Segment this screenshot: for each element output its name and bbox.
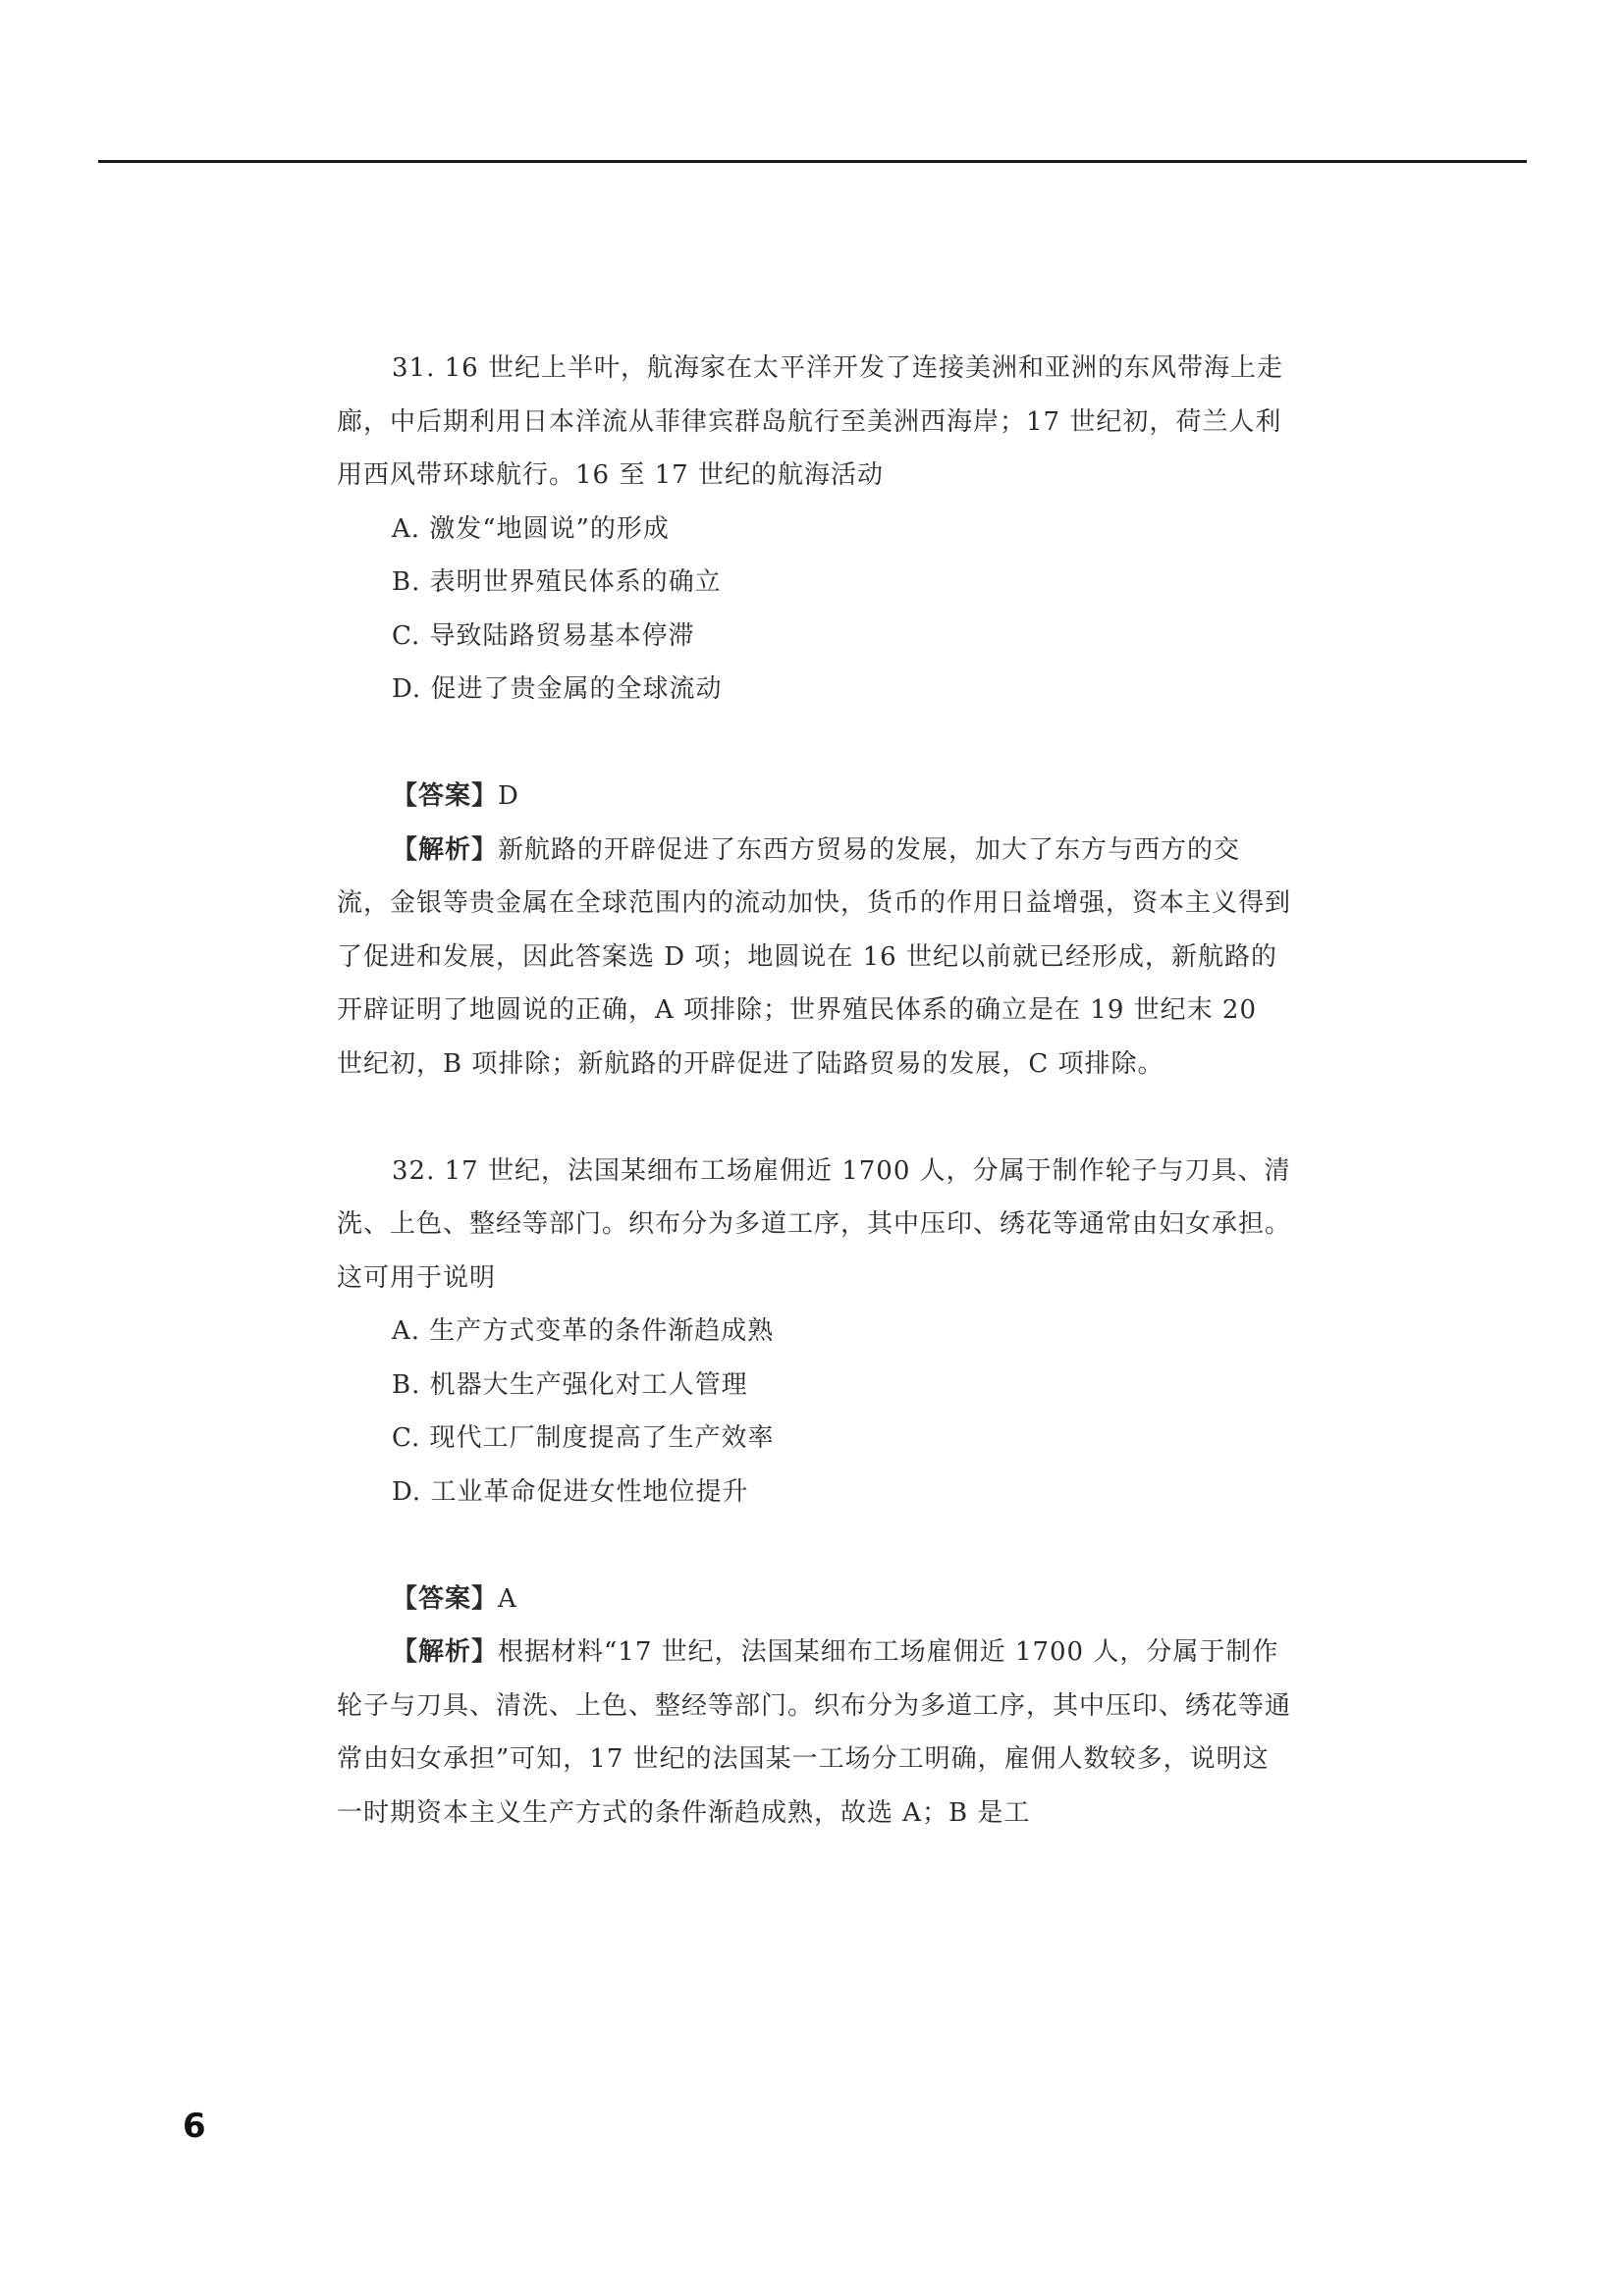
- page-content: [337, 342, 1292, 1840]
- analysis-text: 新航路的开辟促进了东西方贸易的发展，加大了东方与西方的交流，金银等贵金属在全球范围内的流动加快，货币的作用日益增强，资本主义得到了促进和发展，因此答案选 D 项；地圆说在 16 世纪以前就已经形成，新航路的开辟证明了地圆说的正确，A 项排除；世界殖民体系的确立是在 19 世纪末 20 世纪初，B 项排除；新航路的开辟促进了陆路贸易的发展，C 项排除。: [337, 834, 1292, 1079]
- answer-line: [337, 770, 1292, 824]
- page-number: 6: [183, 2107, 206, 2146]
- option-b: B. 表明世界殖民体系的确立: [392, 567, 722, 597]
- analysis-tag: 【解析】: [392, 834, 499, 865]
- answer-line: [337, 1573, 1292, 1627]
- analysis: [337, 824, 1292, 1092]
- option-a: A. 激发“地圆说”的形成: [392, 513, 670, 544]
- answer-tag: 【答案】: [392, 781, 499, 811]
- answer-value: A: [498, 1583, 517, 1614]
- question-stem: 31. 16 世纪上半叶，航海家在太平洋开发了连接美洲和亚洲的东风带海上走廊，中后期利用日本洋流从菲律宾群岛航行至美洲西海岸；17 世纪初，荷兰人利用西风带环球航行。16 至 17 世纪的航海活动: [337, 353, 1283, 490]
- option-d: D. 工业革命促进女性地位提升: [392, 1476, 749, 1507]
- option-b: B. 机器大生产强化对工人管理: [392, 1369, 748, 1400]
- question-32: [337, 1145, 1292, 1841]
- question-31: [337, 342, 1292, 1091]
- answer-value: D: [498, 781, 519, 811]
- option-c: C. 导致陆路贸易基本停滞: [392, 620, 695, 651]
- header-rule: [98, 160, 1527, 163]
- analysis-tag: 【解析】: [392, 1637, 499, 1667]
- analysis-text: 根据材料“17 世纪，法国某细布工场雇佣近 1700 人，分属于制作轮子与刀具、清洗、上色、整经等部门。织布分为多道工序，其中压印、绣花等通常由妇女承担”可知，17 世纪的法国某一工场分工明确，雇佣人数较多，说明这一时期资本主义生产方式的条件渐趋成熟，故选 A；B 是工: [337, 1637, 1292, 1828]
- option-d: D. 促进了贵金属的全球流动: [392, 674, 723, 704]
- question-stem: 32. 17 世纪，法国某细布工场雇佣近 1700 人，分属于制作轮子与刀具、清洗、上色、整经等部门。织布分为多道工序，其中压印、绣花等通常由妇女承担。这可用于说明: [337, 1155, 1292, 1293]
- answer-tag: 【答案】: [392, 1583, 499, 1614]
- option-a: A. 生产方式变革的条件渐趋成熟: [392, 1316, 775, 1346]
- analysis: [337, 1626, 1292, 1840]
- option-c: C. 现代工厂制度提高了生产效率: [392, 1423, 775, 1453]
